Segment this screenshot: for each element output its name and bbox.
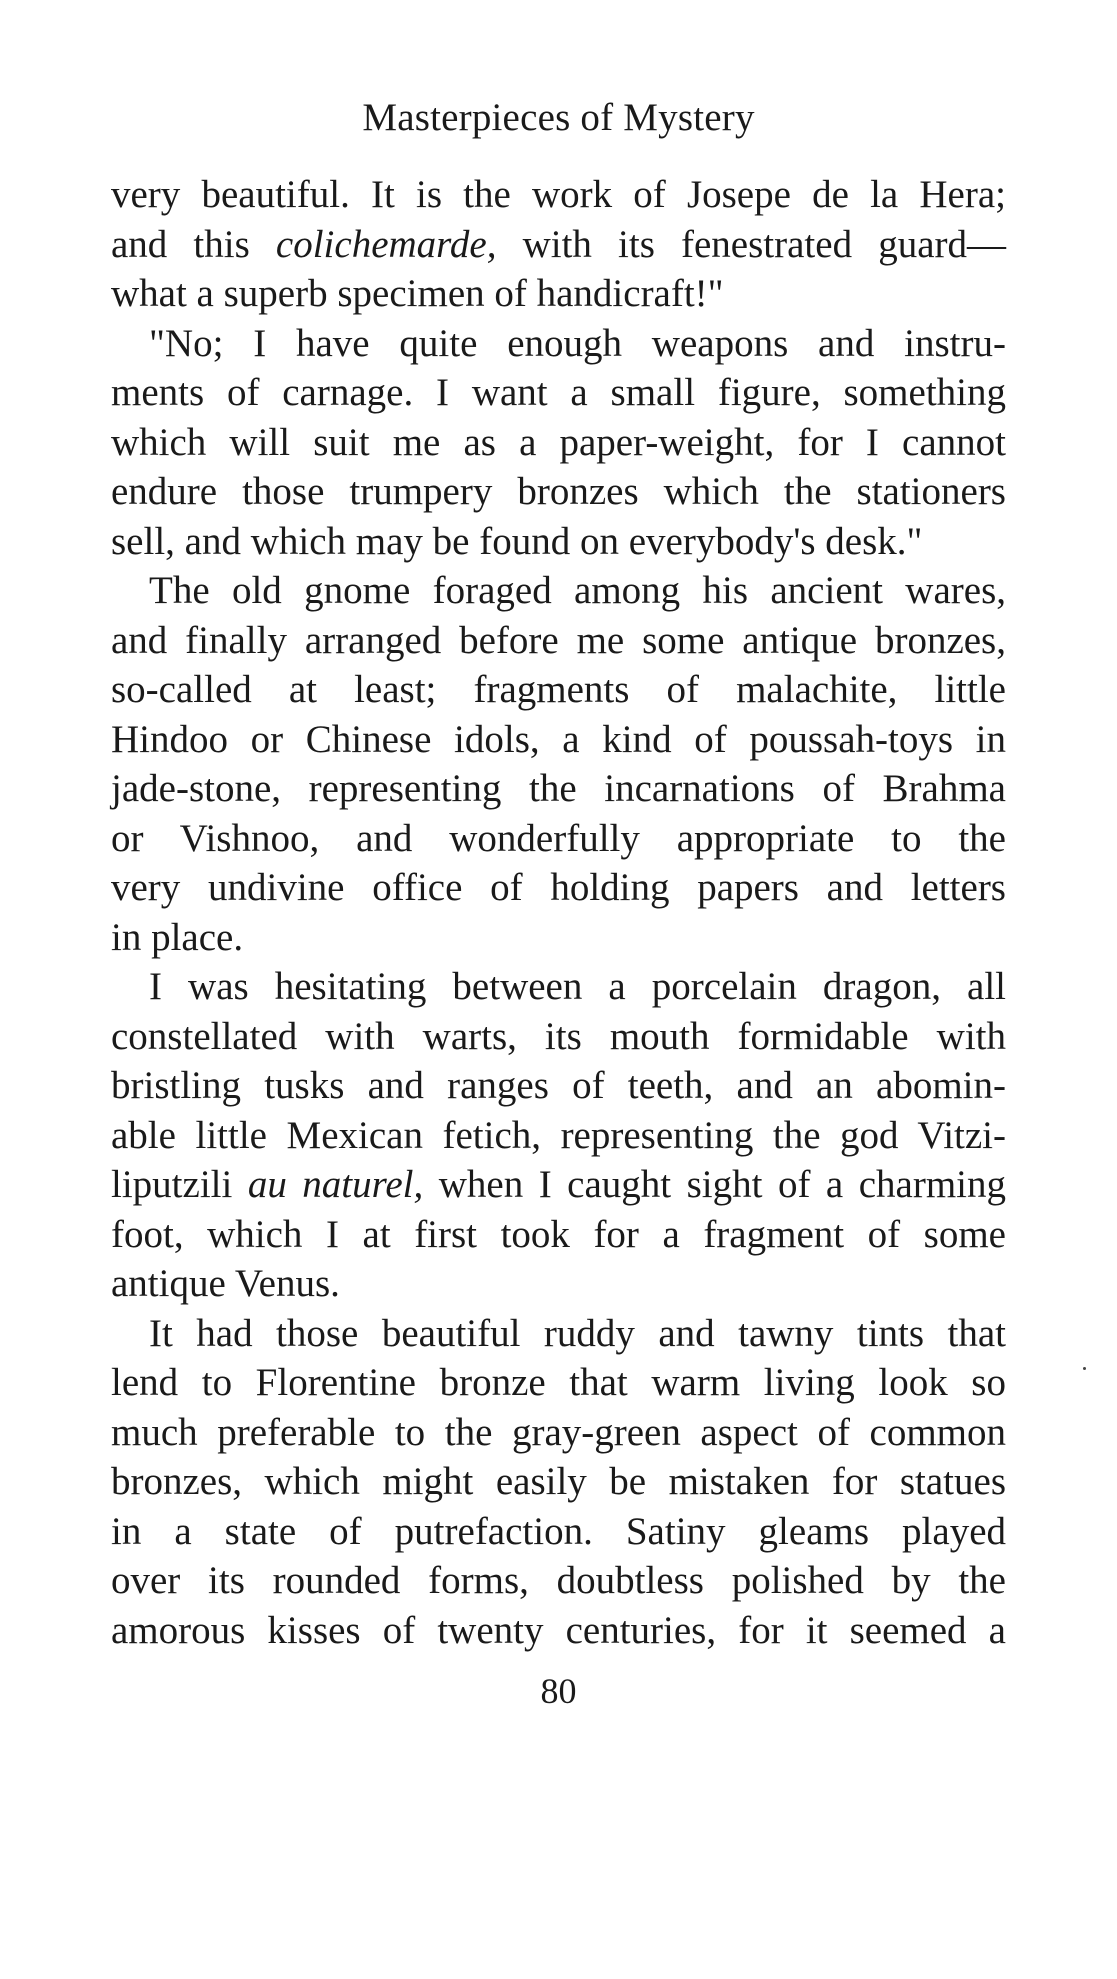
text-line bbox=[111, 913, 1006, 963]
text-line bbox=[111, 962, 1006, 1012]
text-line bbox=[111, 319, 1006, 369]
text-line bbox=[111, 1556, 1006, 1606]
text-run: The old gnome foraged among his ancient wares, bbox=[149, 569, 1006, 612]
text-run: foot, which I at first took for a fragment of some bbox=[111, 1212, 1006, 1256]
text-run: Hindoo or Chinese idols, a kind of poussah-toys in bbox=[111, 717, 1006, 761]
text-run: lend to Florentine bronze that warm living look so bbox=[111, 1361, 1006, 1404]
text-line bbox=[111, 566, 1006, 616]
text-line bbox=[111, 1210, 1006, 1260]
text-run: antique Venus. bbox=[111, 1262, 340, 1305]
text-run: much preferable to the gray-green aspect of common bbox=[111, 1410, 1006, 1454]
text-line bbox=[111, 1061, 1006, 1111]
text-run: I was hesitating between a porcelain dragon, all bbox=[149, 965, 1006, 1008]
text-run: or Vishnoo, and wonderfully appropriate to the bbox=[111, 816, 1006, 860]
text-line bbox=[111, 1309, 1006, 1359]
text-run: in place. bbox=[111, 915, 244, 959]
text-line bbox=[111, 1408, 1006, 1458]
text-run: with its fenestrated guard— bbox=[496, 222, 1006, 266]
text-run: so-called at least; fragments of malachite, little bbox=[111, 668, 1006, 711]
text-run: what a superb specimen of handicraft!" bbox=[111, 272, 724, 315]
text-line bbox=[111, 418, 1006, 468]
text-line bbox=[111, 715, 1006, 765]
text-line bbox=[111, 170, 1006, 220]
text-line bbox=[111, 517, 1006, 567]
text-line bbox=[111, 1259, 1006, 1309]
text-line bbox=[111, 1358, 1006, 1408]
stray-ink-mark bbox=[1083, 1367, 1086, 1370]
text-line bbox=[111, 1507, 1006, 1557]
text-line bbox=[111, 1111, 1006, 1161]
text-run: constellated with warts, its mouth formidable with bbox=[111, 1014, 1006, 1058]
italic-text-run: au naturel, bbox=[247, 1163, 424, 1206]
text-line bbox=[111, 1457, 1006, 1507]
text-line bbox=[111, 467, 1006, 517]
text-line bbox=[111, 1012, 1006, 1062]
text-line bbox=[111, 814, 1006, 864]
text-line bbox=[111, 269, 1006, 319]
text-run: and this bbox=[111, 222, 276, 266]
body-text bbox=[111, 170, 1006, 1655]
text-line bbox=[111, 1160, 1006, 1210]
text-line bbox=[111, 863, 1006, 913]
text-line bbox=[111, 1606, 1006, 1656]
text-run: bronzes, which might easily be mistaken for statues bbox=[111, 1460, 1006, 1503]
text-run: endure those trumpery bronzes which the stationers bbox=[111, 470, 1006, 513]
italic-text-run: colichemarde, bbox=[275, 222, 497, 266]
text-run: very undivine office of holding papers and letters bbox=[111, 866, 1006, 909]
text-run: jade-stone, representing the incarnations of Brahma bbox=[111, 767, 1006, 810]
text-run: when I caught sight of a charming bbox=[423, 1163, 1006, 1206]
text-line bbox=[111, 764, 1006, 814]
text-run: "No; I have quite enough weapons and instru- bbox=[149, 321, 1006, 365]
text-run: bristling tusks and ranges of teeth, and an abomin- bbox=[111, 1064, 1006, 1107]
running-head: Masterpieces of Mystery bbox=[362, 96, 755, 139]
text-run: very beautiful. It is the work of Josepe de la Hera; bbox=[111, 173, 1006, 216]
text-run: and finally arranged before me some antique bronzes, bbox=[111, 618, 1006, 662]
text-line bbox=[111, 665, 1006, 715]
text-line bbox=[111, 368, 1006, 418]
text-run: It had those beautiful ruddy and tawny tints that bbox=[149, 1311, 1006, 1355]
page-number: 80 bbox=[540, 1671, 577, 1711]
text-run: ments of carnage. I want a small figure, something bbox=[111, 371, 1006, 414]
text-run: amorous kisses of twenty centuries, for it seemed a bbox=[111, 1608, 1006, 1652]
text-line bbox=[111, 616, 1006, 666]
text-run: which will suit me as a paper-weight, for I cannot bbox=[111, 420, 1006, 464]
text-run: liputzili bbox=[111, 1163, 248, 1206]
text-run: in a state of putrefaction. Satiny gleams played bbox=[111, 1509, 1006, 1553]
text-run: able little Mexican fetich, representing the god Vitzi- bbox=[111, 1113, 1006, 1157]
text-line bbox=[111, 220, 1006, 270]
text-run: sell, and which may be found on everybody's desk." bbox=[111, 519, 923, 563]
text-run: over its rounded forms, doubtless polished by the bbox=[111, 1559, 1006, 1602]
